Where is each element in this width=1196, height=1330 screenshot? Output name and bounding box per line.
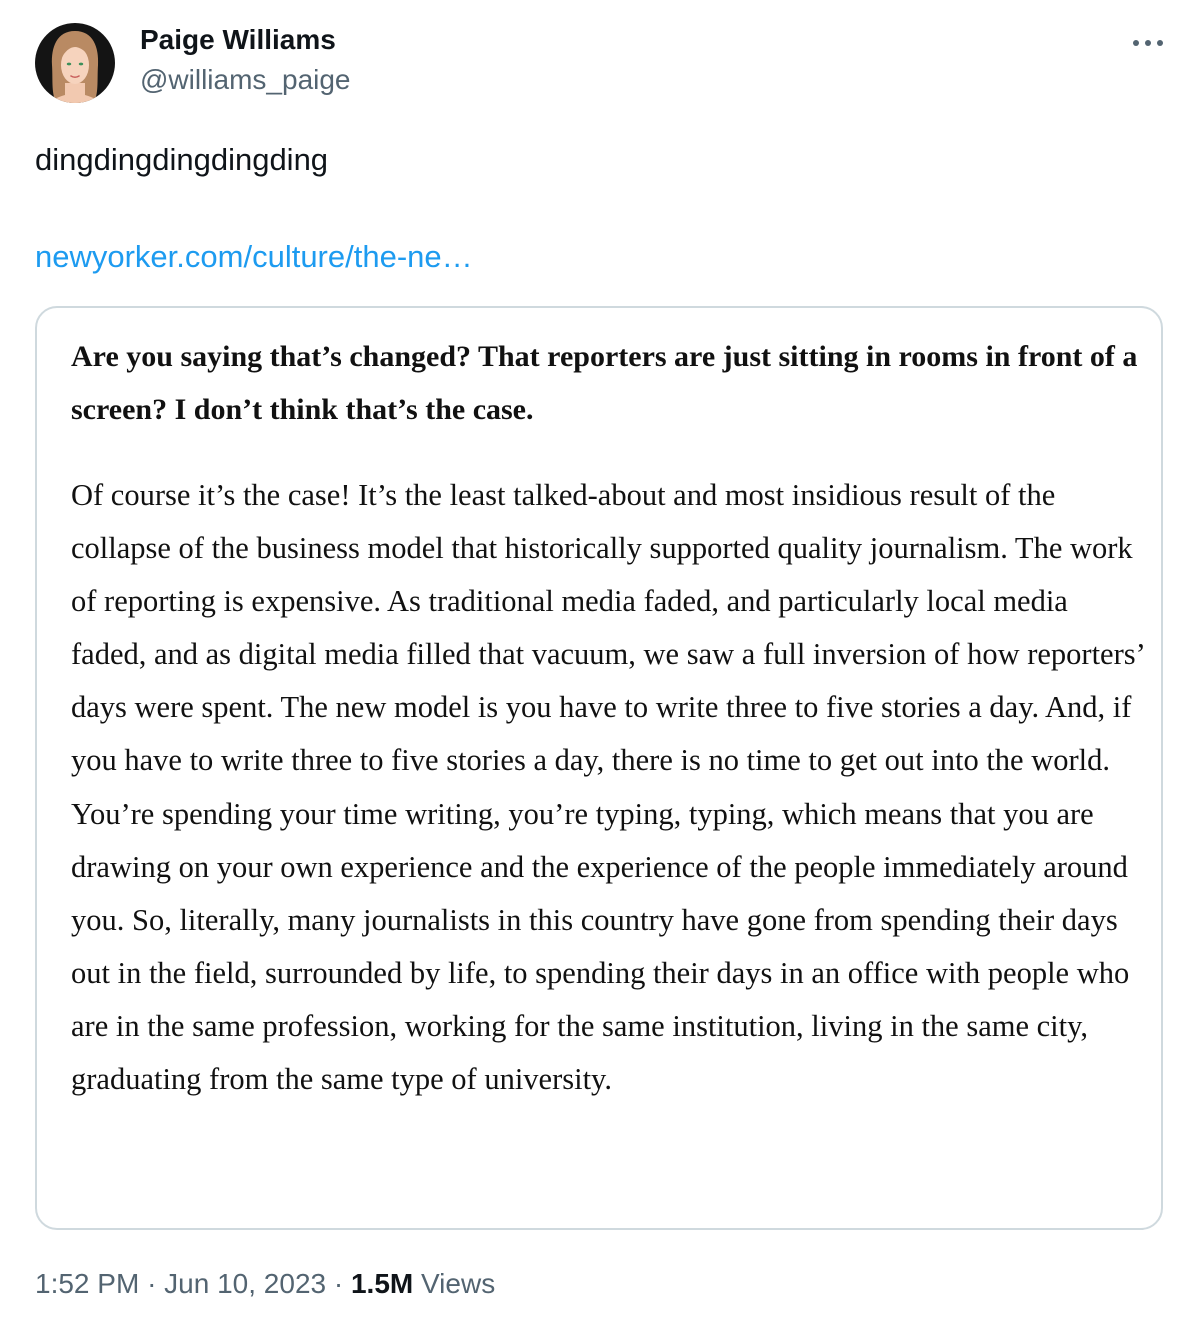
- interview-answer: Of course it’s the case! It’s the least talked-about and most insidious result of the collapse of the business model that historically supported quality journalism. The work of reporting is expensive. As traditional media faded, and particularly local media faded, and as digital media filled that vacuum, we saw a full inversion of how reporters’ days were spent. The new model is you have to write three to five stories a day. And, if you have to write three to five stories a day, there is no time to get out into the world. You’re spending your time writing, you’re typing, typing, which means that you are drawing on your own experience and the experience of the people immediately around you. So, literally, many journalists in this country have gone from spending their days out in the field, surrounded by life, to spending their days in an office with people who are in the same profession, working for the same institution, living in the same city, graduating from the same type of university.: [71, 478, 1144, 1097]
- quoted-image-card[interactable]: [35, 306, 1163, 1230]
- tweet-text: dingdingdingdingding: [35, 142, 329, 177]
- author-handle[interactable]: @williams_paige: [140, 64, 351, 95]
- tweet-date[interactable]: Jun 10, 2023: [164, 1268, 327, 1299]
- more-options-button[interactable]: [1128, 28, 1168, 58]
- views-count: 1.5M: [350, 1268, 414, 1299]
- tweet-time[interactable]: 1:52 PM: [35, 1268, 140, 1299]
- author-name[interactable]: Paige Williams: [140, 24, 336, 55]
- more-dots-icon: [1128, 28, 1168, 58]
- meta-separator: ·: [333, 1268, 344, 1299]
- meta-separator: ·: [147, 1268, 157, 1299]
- tweet-metadata: [35, 1268, 495, 1300]
- article-link[interactable]: newyorker.com/culture/the-ne…: [35, 239, 473, 274]
- avatar[interactable]: [35, 23, 115, 103]
- interview-question: Are you saying that’s changed? That reporters are just sitting in rooms in front of a screen? I don’t think that’s the case.: [71, 340, 1138, 426]
- avatar-illustration-icon: [35, 23, 115, 103]
- views-label: Views: [421, 1268, 496, 1299]
